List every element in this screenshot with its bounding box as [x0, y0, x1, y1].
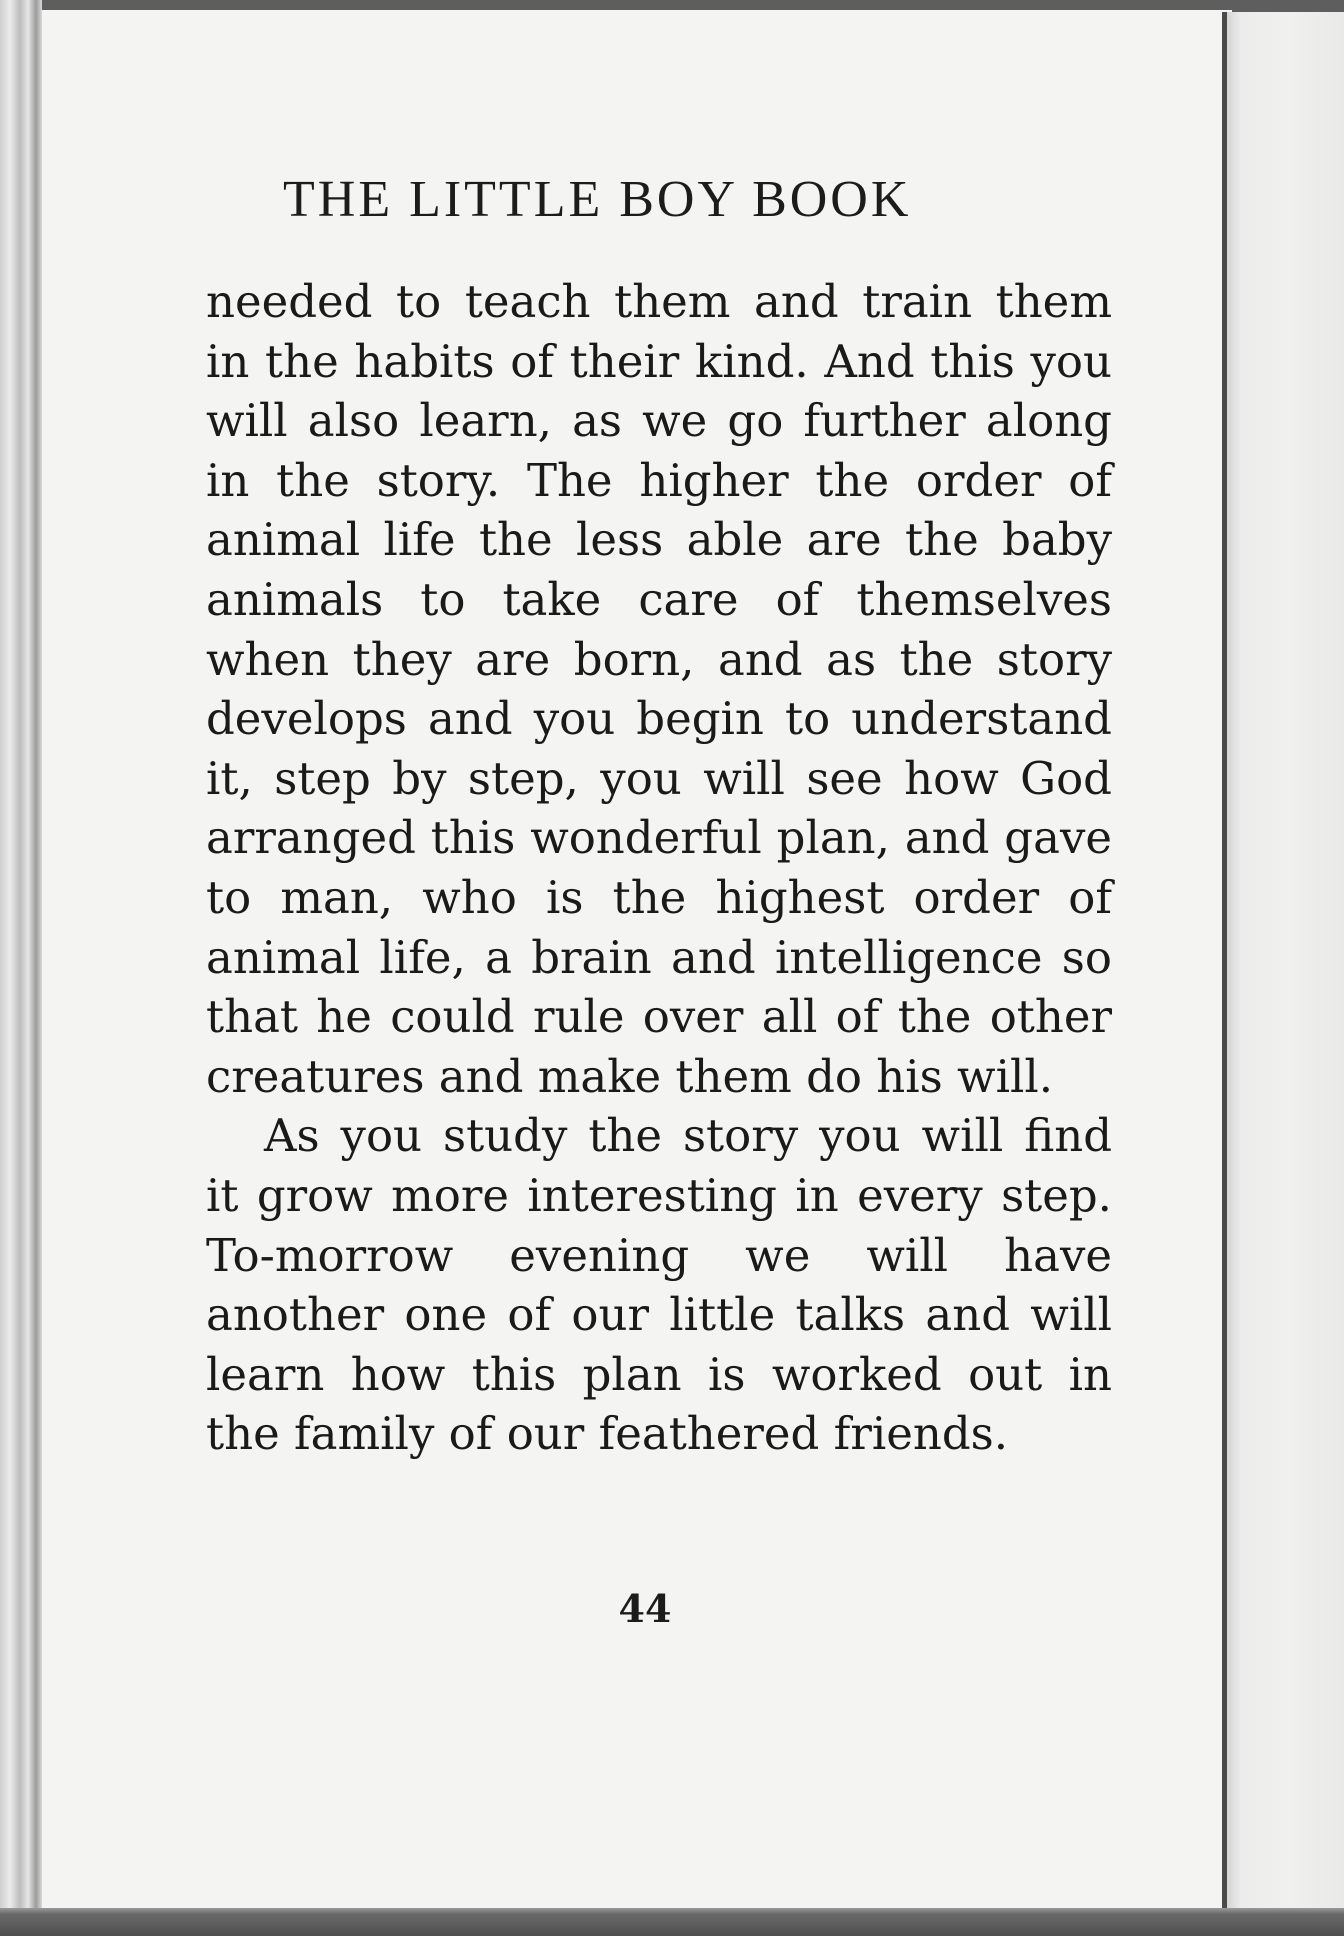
body-text	[206, 272, 1112, 1464]
book-binding-edge	[0, 0, 42, 1936]
paragraph: needed to teach them and train them in the habits of their kind. And this you will also learn, as we go further along in the story. The higher the order of animal life the less able are the baby animals to take care of themselves when they are born, and as the story develops and you begin to understand it, step by step, you will see how God arranged this wonderful plan, and gave to man, who is the highest order of animal life, a brain and intelligence so that he could rule over all of the other creatures and make them do his will.	[206, 275, 1112, 1103]
page-number: 44	[618, 1586, 672, 1631]
adjacent-page-edge	[1227, 12, 1344, 1908]
running-head: THE LITTLE BOY BOOK	[283, 171, 912, 228]
paragraph: As you study the story you will find it grow more interesting in every step. To-morrow evening we will have another one of our little talks and will learn how this plan is worked out in the family of our feathered friends.	[206, 1109, 1112, 1461]
scan-bottom-border	[0, 1908, 1344, 1936]
